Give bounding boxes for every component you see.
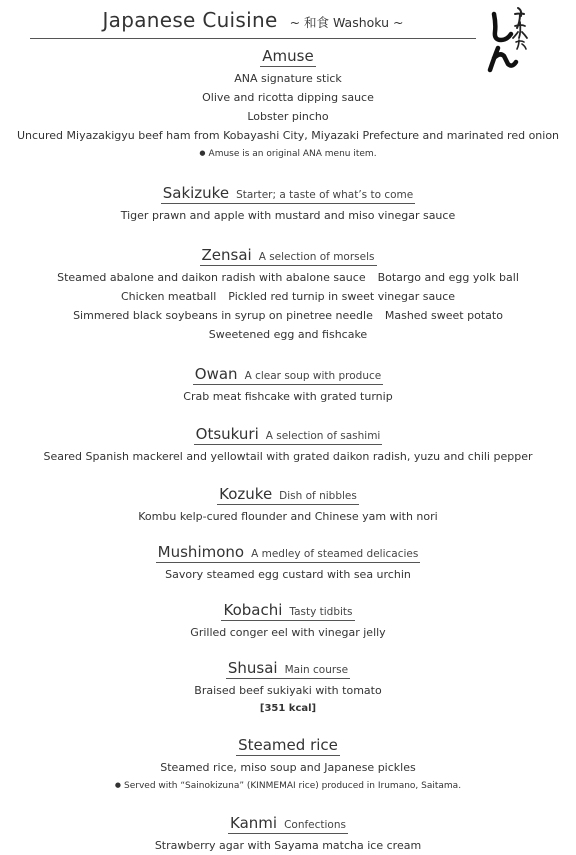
dish-line xyxy=(0,325,576,344)
course-heading xyxy=(236,735,340,756)
dish-item: ANA signature stick xyxy=(234,72,342,85)
course-section xyxy=(0,424,576,466)
course-name: Mushimono xyxy=(157,543,245,561)
menu-note xyxy=(0,777,576,795)
course-name: Kozuke xyxy=(219,485,273,503)
course-description: Dish of nibbles xyxy=(279,490,357,502)
dish-item: Uncured Miyazakigyu beef ham from Kobayashi City, Miyazaki Prefecture and marinated red onion xyxy=(16,129,560,142)
dish-item: Savory steamed egg custard with sea urchin xyxy=(165,568,411,581)
dish-line xyxy=(0,387,576,406)
course-name: Steamed rice xyxy=(238,736,338,754)
dish-item: Grilled conger eel with vinegar jelly xyxy=(190,626,386,639)
course-name: Otsukuri xyxy=(195,425,259,443)
dish-item: Mashed sweet potato xyxy=(384,309,503,322)
course-section xyxy=(0,364,576,406)
course-heading xyxy=(228,813,348,834)
course-name: Shusai xyxy=(227,659,278,677)
dish-item: Pickled red turnip in sweet vinegar sauce xyxy=(228,290,456,303)
calorie-label: [351 kcal] xyxy=(259,703,317,714)
dish-item: Strawberry agar with Sayama matcha ice cream xyxy=(154,839,422,852)
course-list xyxy=(0,46,576,855)
course-section xyxy=(0,46,576,163)
course-description: A selection of sashimi xyxy=(265,430,381,442)
dish-line xyxy=(0,306,576,325)
course-section xyxy=(0,245,576,344)
course-description: Starter; a taste of what’s to come xyxy=(236,189,414,201)
menu-note-text: Served with “Sainokizuna” (KINMEMAI rice) produced in Irumano, Saitama. xyxy=(124,781,462,791)
course-section xyxy=(0,600,576,642)
course-name: Amuse xyxy=(262,47,314,65)
menu-note xyxy=(0,145,576,163)
course-section xyxy=(0,658,576,717)
course-name: Owan xyxy=(194,365,238,383)
course-section xyxy=(0,484,576,526)
course-name: Sakizuke xyxy=(162,184,230,202)
dish-item: Sweetened egg and fishcake xyxy=(208,328,368,341)
dish-line xyxy=(0,758,576,777)
dish-line xyxy=(0,206,576,225)
course-heading xyxy=(217,484,359,505)
dish-item: Crab meat fishcake with grated turnip xyxy=(183,390,393,403)
course-heading xyxy=(200,245,377,266)
course-heading xyxy=(221,600,354,621)
course-section xyxy=(0,183,576,225)
course-heading xyxy=(194,424,383,445)
dish-line xyxy=(0,447,576,466)
dish-item: Olive and ricotta dipping sauce xyxy=(202,91,374,104)
menu-note-text: Amuse is an original ANA menu item. xyxy=(208,149,377,159)
dish-line xyxy=(0,507,576,526)
menu-header xyxy=(30,8,476,39)
course-description: Main course xyxy=(284,664,349,676)
dish-item: Steamed abalone and daikon radish with abalone sauce xyxy=(57,271,366,284)
dish-line xyxy=(0,836,576,855)
course-heading xyxy=(226,658,350,679)
course-heading xyxy=(193,364,383,385)
course-heading xyxy=(161,183,416,204)
page-subtitle: ~ 和食 Washoku ~ xyxy=(289,15,404,30)
dish-line xyxy=(0,107,576,126)
dish-line xyxy=(0,681,576,700)
dish-item: Chicken meatball xyxy=(120,290,217,303)
course-description: A medley of steamed delicacies xyxy=(251,548,419,560)
page-title: Japanese Cuisine xyxy=(102,8,278,32)
course-name: Kanmi xyxy=(230,814,278,832)
dish-line xyxy=(0,126,576,145)
course-heading xyxy=(260,46,315,67)
dish-line xyxy=(0,268,576,287)
dish-line xyxy=(0,287,576,306)
dish-item: Tiger prawn and apple with mustard and miso vinegar sauce xyxy=(120,209,456,222)
course-description: Tasty tidbits xyxy=(289,606,353,618)
dish-item: Braised beef sukiyaki with tomato xyxy=(194,684,382,697)
course-description: A clear soup with produce xyxy=(244,370,382,382)
course-name: Kobachi xyxy=(223,601,283,619)
dish-item: Steamed rice, miso soup and Japanese pickles xyxy=(160,761,416,774)
course-section xyxy=(0,542,576,584)
dish-item: Simmered black soybeans in syrup on pinetree needle xyxy=(73,309,373,322)
course-description: A selection of morsels xyxy=(258,251,375,263)
course-name: Zensai xyxy=(201,246,252,264)
course-description: Confections xyxy=(284,819,346,831)
dish-item: Botargo and egg yolk ball xyxy=(377,271,519,284)
course-section xyxy=(0,735,576,795)
bullet-icon: ● xyxy=(114,781,122,789)
course-heading xyxy=(156,542,421,563)
dish-item: Lobster pincho xyxy=(247,110,329,123)
dish-line xyxy=(0,88,576,107)
dish-line xyxy=(0,623,576,642)
dish-line xyxy=(0,69,576,88)
course-section xyxy=(0,813,576,855)
dish-item: Seared Spanish mackerel and yellowtail with grated daikon radish, yuzu and chili pepper xyxy=(43,450,533,463)
dish-item: Kombu kelp-cured flounder and Chinese yam with nori xyxy=(138,510,438,523)
bullet-icon: ● xyxy=(199,149,206,157)
dish-line xyxy=(0,565,576,584)
